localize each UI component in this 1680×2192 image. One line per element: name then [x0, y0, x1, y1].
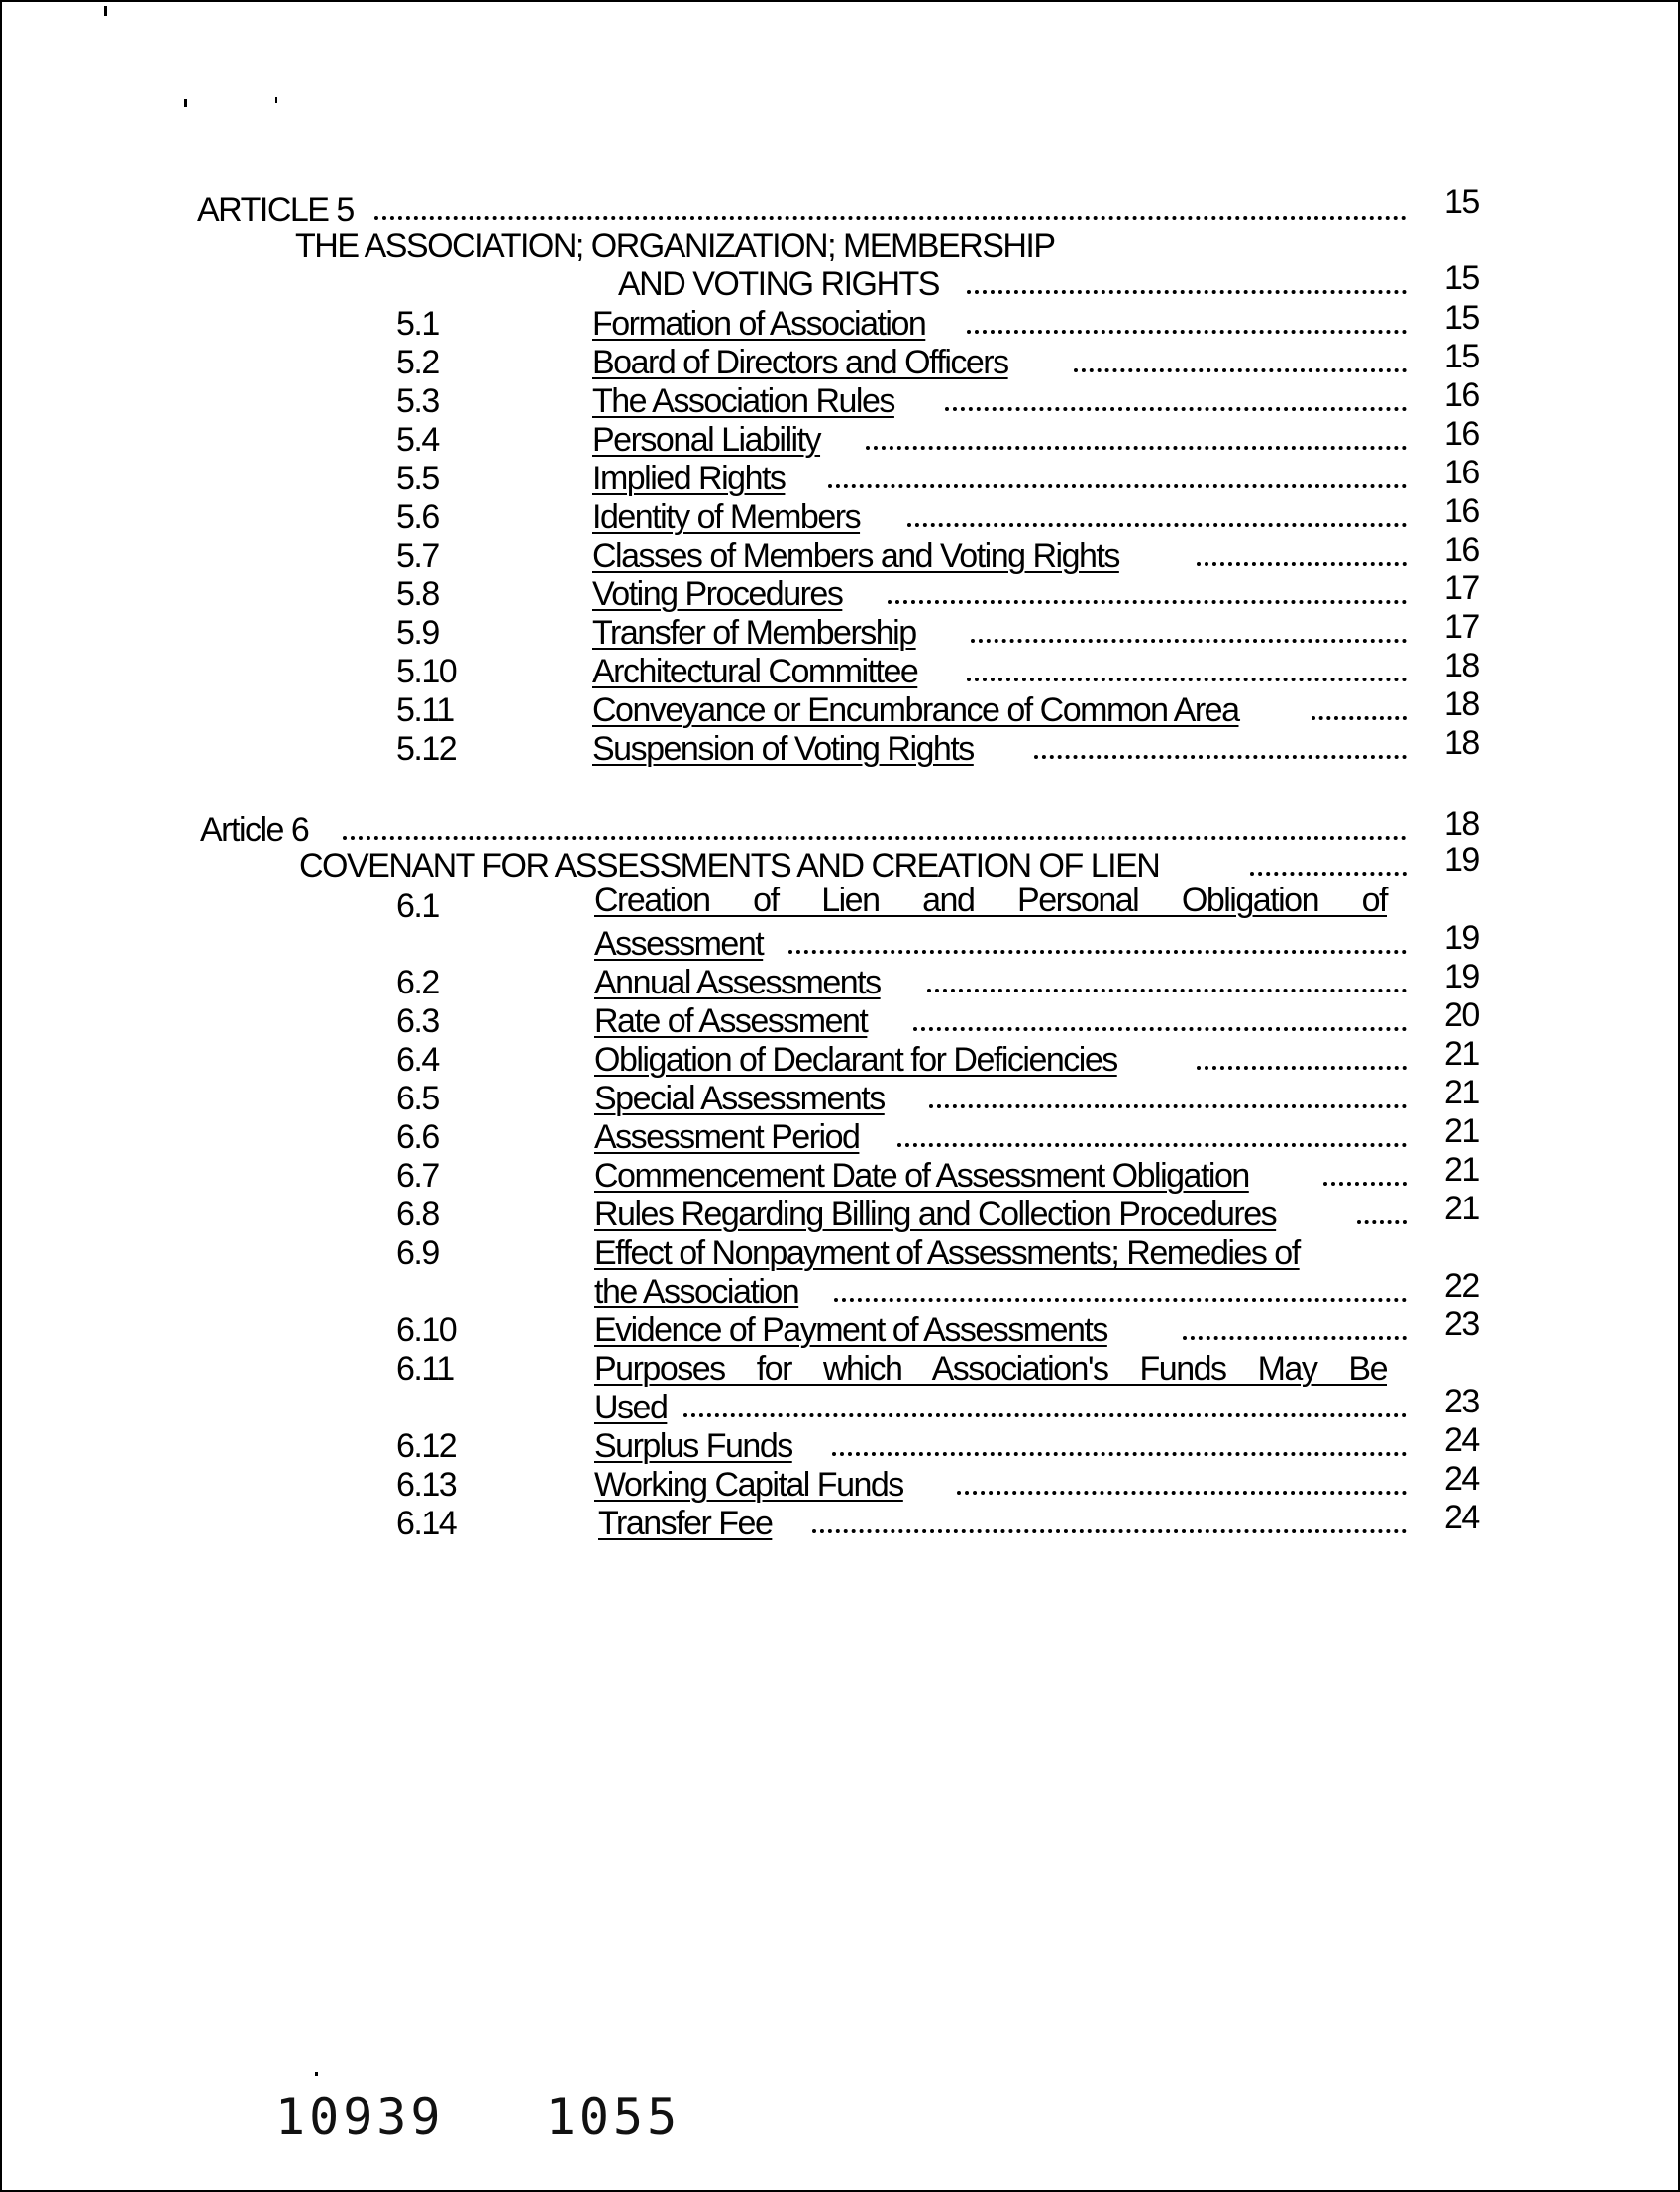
dot-leader [834, 1272, 1407, 1302]
section-number: 5.12 [396, 730, 457, 768]
section-title: Commencement Date of Assessment Obligation [594, 1157, 1249, 1195]
section-title: Conveyance or Encumbrance of Common Area [592, 691, 1239, 729]
toc-article-heading [0, 805, 1680, 850]
page-number: 16 [1444, 531, 1479, 569]
dot-leader [971, 613, 1407, 643]
section-title: Identity of Members [592, 498, 861, 536]
section-title: Formation of Association [592, 305, 926, 343]
dot-leader [967, 264, 1407, 294]
toc-section [0, 1190, 1680, 1234]
toc-section [0, 1349, 1680, 1389]
section-number: 6.4 [396, 1041, 439, 1079]
page-number: 21 [1444, 1151, 1479, 1189]
toc-section [0, 1151, 1680, 1196]
toc-section [0, 996, 1680, 1041]
toc-section-continued [0, 1267, 1680, 1311]
page-number: 19 [1444, 841, 1479, 879]
section-title: Effect of Nonpayment of Assessments; Remedies of [594, 1234, 1300, 1272]
section-title: Annual Assessments [594, 964, 881, 1001]
dot-leader [1034, 729, 1407, 759]
section-title: the Association [594, 1273, 799, 1310]
section-number: 5.5 [396, 460, 439, 497]
section-title: Assessment [594, 925, 764, 963]
page-number: 21 [1444, 1035, 1479, 1073]
dot-leader [683, 1388, 1407, 1417]
dot-leader [1197, 1040, 1407, 1070]
section-number: 6.8 [396, 1196, 439, 1233]
section-title: Suspension of Voting Rights [592, 730, 974, 768]
section-number: 6.2 [396, 964, 439, 1001]
dot-leader [907, 497, 1407, 527]
article-subtitle: AND VOTING RIGHTS [618, 265, 939, 303]
page-number: 16 [1444, 415, 1479, 453]
toc-section [0, 958, 1680, 1002]
section-title: Obligation of Declarant for Deficiencies [594, 1041, 1117, 1079]
section-number: 5.7 [396, 537, 439, 574]
section-title: Special Assessments [594, 1080, 885, 1117]
page-number: 23 [1444, 1383, 1479, 1420]
document-stamp: 10939 1055 [275, 2088, 682, 2145]
section-number: 5.8 [396, 575, 439, 613]
toc-section [0, 1233, 1680, 1273]
page-number: 17 [1444, 608, 1479, 646]
dot-leader [812, 1504, 1407, 1533]
section-number: 5.6 [396, 498, 439, 536]
page-number: 24 [1444, 1460, 1479, 1498]
toc-section [0, 724, 1680, 769]
toc-article-heading [0, 183, 1680, 230]
article-subtitle: COVENANT FOR ASSESSMENTS AND CREATION OF LIEN [299, 847, 1160, 885]
toc-section [0, 531, 1680, 575]
page-number: 21 [1444, 1074, 1479, 1111]
toc-section [0, 1112, 1680, 1157]
section-number: 5.2 [396, 344, 439, 381]
toc-section [0, 882, 1680, 926]
page-number: 15 [1444, 260, 1479, 297]
article-heading: ARTICLE 5 [197, 191, 354, 229]
section-number: 6.3 [396, 1002, 439, 1040]
toc-section [0, 570, 1680, 614]
section-title: Board of Directors and Officers [592, 344, 1008, 381]
dot-leader [866, 420, 1407, 450]
page-number: 15 [1444, 338, 1479, 375]
section-title: Evidence of Payment of Assessments [594, 1311, 1107, 1349]
page-number: 21 [1444, 1112, 1479, 1150]
page-number: 19 [1444, 919, 1479, 957]
toc-section [0, 647, 1680, 691]
dot-leader [929, 1079, 1407, 1108]
section-title: Rules Regarding Billing and Collection Procedures [594, 1196, 1277, 1233]
toc-section [0, 299, 1680, 344]
section-title: Voting Procedures [592, 575, 843, 613]
section-number: 6.12 [396, 1427, 457, 1465]
page-number: 18 [1444, 647, 1479, 684]
section-title: Architectural Committee [592, 653, 918, 690]
article-heading: Article 6 [200, 811, 309, 849]
dot-leader [897, 1117, 1407, 1147]
page-number: 15 [1444, 299, 1479, 337]
page-number: 16 [1444, 454, 1479, 491]
page-number: 22 [1444, 1267, 1479, 1305]
section-number: 6.14 [396, 1505, 457, 1542]
dot-leader [967, 652, 1407, 681]
section-title: Implied Rights [592, 460, 786, 497]
toc-section [0, 685, 1680, 730]
section-number: 5.11 [396, 691, 454, 729]
section-title: Surplus Funds [594, 1427, 792, 1465]
toc-section [0, 1305, 1680, 1350]
toc-section-continued [0, 1383, 1680, 1427]
toc-section [0, 454, 1680, 498]
page-number: 21 [1444, 1190, 1479, 1227]
section-number: 6.9 [396, 1234, 439, 1272]
toc-section [0, 338, 1680, 382]
toc-section [0, 376, 1680, 421]
page-number: 24 [1444, 1421, 1479, 1459]
section-title: Used [594, 1389, 668, 1426]
section-number: 6.11 [396, 1350, 454, 1388]
section-number: 5.10 [396, 653, 457, 690]
section-number: 6.5 [396, 1080, 439, 1117]
toc-section [0, 1035, 1680, 1080]
dot-leader [1183, 1310, 1407, 1340]
dot-leader [913, 1001, 1407, 1031]
dot-leader [1197, 536, 1407, 566]
section-number: 5.4 [396, 421, 439, 459]
page-number: 18 [1444, 805, 1479, 843]
dot-leader [945, 381, 1407, 411]
page-number: 16 [1444, 492, 1479, 530]
dot-leader [967, 304, 1407, 334]
dot-leader [832, 1426, 1407, 1456]
page-number: 17 [1444, 570, 1479, 607]
page-number: 18 [1444, 685, 1479, 723]
article-subtitle: THE ASSOCIATION; ORGANIZATION; MEMBERSHIP [295, 227, 1055, 264]
toc-section [0, 1074, 1680, 1118]
section-title: Transfer Fee [598, 1505, 773, 1542]
toc-section [0, 608, 1680, 653]
dot-leader [957, 1465, 1407, 1495]
page-number: 18 [1444, 724, 1479, 762]
toc-section-continued [0, 919, 1680, 964]
page-number: 15 [1444, 183, 1479, 221]
dot-leader [788, 924, 1407, 954]
toc-section [0, 1499, 1680, 1543]
section-title: Creation of Lien and Personal Obligation of [594, 882, 1387, 919]
section-title: Assessment Period [594, 1118, 860, 1156]
dot-leader [927, 963, 1407, 992]
dot-leader [1323, 1156, 1407, 1186]
dot-leader [1074, 343, 1407, 372]
section-title: The Association Rules [592, 382, 894, 420]
dot-leader [1357, 1195, 1407, 1224]
dot-leader [374, 190, 1407, 220]
dot-leader [343, 810, 1407, 840]
section-number: 6.7 [396, 1157, 439, 1195]
section-title: Transfer of Membership [592, 614, 916, 652]
section-number: 5.9 [396, 614, 439, 652]
page-number: 20 [1444, 996, 1479, 1034]
toc-section [0, 1421, 1680, 1466]
dot-leader [888, 574, 1407, 604]
page-number: 24 [1444, 1499, 1479, 1536]
section-title: Purposes for which Association's Funds May Be [594, 1350, 1387, 1388]
section-number: 6.6 [396, 1118, 439, 1156]
page-number: 16 [1444, 376, 1479, 414]
toc-article-subtitle [0, 226, 1680, 265]
dot-leader [1312, 690, 1407, 720]
section-title: Working Capital Funds [594, 1466, 903, 1504]
toc-section [0, 415, 1680, 460]
toc-section [0, 1460, 1680, 1505]
section-number: 5.1 [396, 305, 439, 343]
toc-article-subtitle [0, 841, 1680, 886]
toc-article-subtitle [0, 260, 1680, 304]
page-number: 19 [1444, 958, 1479, 995]
toc-section [0, 492, 1680, 537]
section-number: 6.10 [396, 1311, 457, 1349]
section-title: Personal Liability [592, 421, 821, 459]
section-title: Rate of Assessment [594, 1002, 868, 1040]
section-number: 6.1 [396, 887, 439, 925]
section-number: 5.3 [396, 382, 439, 420]
page-number: 23 [1444, 1305, 1479, 1343]
dot-leader [828, 459, 1407, 488]
section-title: Classes of Members and Voting Rights [592, 537, 1119, 574]
dot-leader [1250, 846, 1407, 876]
section-number: 6.13 [396, 1466, 457, 1504]
